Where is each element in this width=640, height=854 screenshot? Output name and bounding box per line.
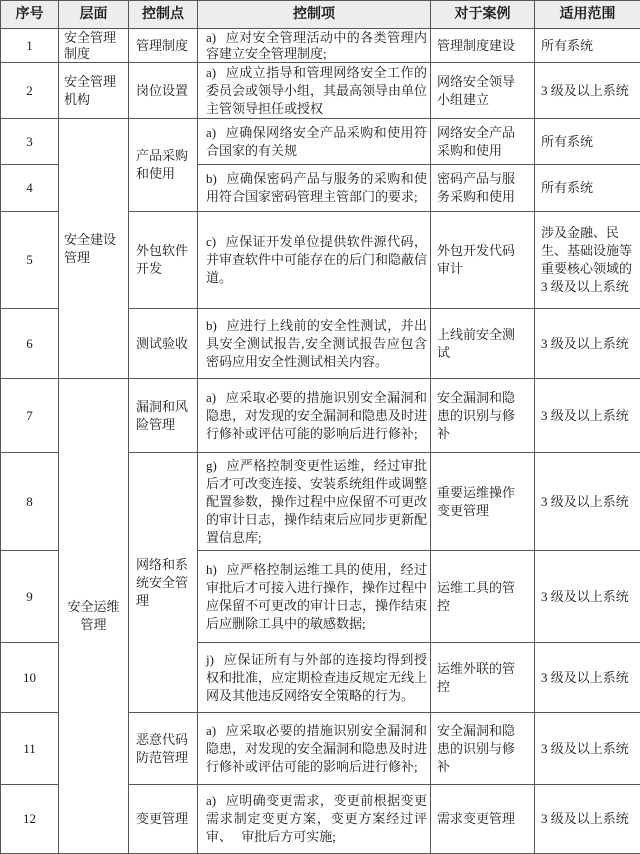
- case-cell: 需求变更管理: [431, 785, 535, 854]
- table-row: [1, 119, 640, 165]
- scope-cell: 3 级及以上系统: [535, 643, 640, 713]
- table-row: [1, 29, 640, 63]
- control-point-cell: 外包软件开发: [129, 212, 198, 309]
- layer-cell: 安全建设管理: [59, 119, 129, 379]
- header-row: [1, 1, 640, 29]
- case-cell: 网络安全产品采购和使用: [431, 119, 535, 165]
- control-item-cell: a) 应成立指导和管理网络安全工作的委员会或领导小组，其最高领导由单位主管领导担任或授权: [198, 63, 431, 119]
- layer-cell: 安全管理制度: [59, 29, 129, 63]
- control-item-cell: c) 应保证开发单位提供软件源代码，并审查软件中可能存在的后门和隐蔽信道。: [198, 212, 431, 309]
- control-item-cell: b) 应确保密码产品与服务的采购和使用符合国家密码管理主管部门的要求;: [198, 165, 431, 212]
- control-point-cell: 管理制度: [129, 29, 198, 63]
- layer-cell: 安全运维管理: [59, 379, 129, 854]
- scope-cell: 3 级及以上系统: [535, 785, 640, 854]
- seq-cell: 7: [1, 379, 59, 453]
- layer-cell: 安全管理机构: [59, 63, 129, 119]
- scope-cell: 所有系统: [535, 29, 640, 63]
- scope-cell: 3 级及以上系统: [535, 63, 640, 119]
- control-item-cell: g) 应严格控制变更性运维，经过审批后才可改变连接、安装系统组件或调整配置参数，操作过程中应保留不可更改的审计日志，操作结束后应同步更新配置信息库;: [198, 453, 431, 551]
- scope-cell: 3 级及以上系统: [535, 379, 640, 453]
- control-item-cell: a) 应对安全管理活动中的各类管理内容建立安全管理制度;: [198, 29, 431, 63]
- seq-cell: 4: [1, 165, 59, 212]
- control-point-cell: 岗位设置: [129, 63, 198, 119]
- table-body: [1, 29, 640, 854]
- scope-cell: 所有系统: [535, 119, 640, 165]
- case-cell: 安全漏洞和隐患的识别与修补: [431, 379, 535, 453]
- case-cell: 管理制度建设: [431, 29, 535, 63]
- control-point-cell: 测试验收: [129, 309, 198, 379]
- header-case: 对于案例: [431, 1, 535, 29]
- header-layer: 层面: [59, 1, 129, 29]
- control-item-cell: j) 应保证所有与外部的连接均得到授权和批准，应定期检查违反规定无线上网及其他违反网络安全策略的行为。: [198, 643, 431, 713]
- scope-cell: 3 级及以上系统: [535, 453, 640, 551]
- control-point-cell: 网络和系统安全管理: [129, 453, 198, 713]
- table-row: [1, 379, 640, 453]
- case-cell: 密码产品与服务采购和使用: [431, 165, 535, 212]
- control-item-cell: a) 应明确变更需求，变更前根据变更需求制定变更方案，变更方案经过评审、 审批后方可实施;: [198, 785, 431, 854]
- control-item-cell: a) 应确保网络安全产品采购和使用符合国家的有关规: [198, 119, 431, 165]
- control-item-cell: a) 应采取必要的措施识别安全漏洞和隐患，对发现的安全漏洞和隐患及时进行修补或评估可能的影响后进行修补;: [198, 379, 431, 453]
- case-cell: 运维外联的管控: [431, 643, 535, 713]
- seq-cell: 3: [1, 119, 59, 165]
- control-point-cell: 产品采购和使用: [129, 119, 198, 212]
- seq-cell: 11: [1, 713, 59, 785]
- scope-cell: 涉及金融、民生、基础设施等重要核心领域的 3 级及以上系统: [535, 212, 640, 309]
- header-control-item: 控制项: [198, 1, 431, 29]
- header-control-point: 控制点: [129, 1, 198, 29]
- seq-cell: 1: [1, 29, 59, 63]
- control-point-cell: 恶意代码防范管理: [129, 713, 198, 785]
- seq-cell: 6: [1, 309, 59, 379]
- scope-cell: 所有系统: [535, 165, 640, 212]
- scope-cell: 3 级及以上系统: [535, 713, 640, 785]
- control-point-cell: 漏洞和风险管理: [129, 379, 198, 453]
- control-item-cell: b) 应进行上线前的安全性测试，并出具安全测试报告,安全测试报告应包含密码应用安全性测试相关内容。: [198, 309, 431, 379]
- control-item-cell: a) 应采取必要的措施识别安全漏洞和隐患，对发现的安全漏洞和隐患及时进行修补或评估可能的影响后进行修补;: [198, 713, 431, 785]
- seq-cell: 5: [1, 212, 59, 309]
- seq-cell: 8: [1, 453, 59, 551]
- control-item-cell: h) 应严格控制运维工具的使用，经过审批后才可接入进行操作，操作过程中应保留不可更改的审计日志，操作结束后应删除工具中的敏感数据;: [198, 551, 431, 643]
- case-cell: 外包开发代码审计: [431, 212, 535, 309]
- case-cell: 重要运维操作变更管理: [431, 453, 535, 551]
- scope-cell: 3 级及以上系统: [535, 309, 640, 379]
- seq-cell: 10: [1, 643, 59, 713]
- table-row: [1, 63, 640, 119]
- header-seq: 序号: [1, 1, 59, 29]
- seq-cell: 9: [1, 551, 59, 643]
- case-cell: 运维工具的管控: [431, 551, 535, 643]
- header-scope: 适用范围: [535, 1, 640, 29]
- case-cell: 安全漏洞和隐患的识别与修补: [431, 713, 535, 785]
- case-cell: 上线前安全测试: [431, 309, 535, 379]
- seq-cell: 12: [1, 785, 59, 854]
- table-header: [1, 1, 640, 29]
- seq-cell: 2: [1, 63, 59, 119]
- scope-cell: 3 级及以上系统: [535, 551, 640, 643]
- control-point-cell: 变更管理: [129, 785, 198, 854]
- case-cell: 网络安全领导小组建立: [431, 63, 535, 119]
